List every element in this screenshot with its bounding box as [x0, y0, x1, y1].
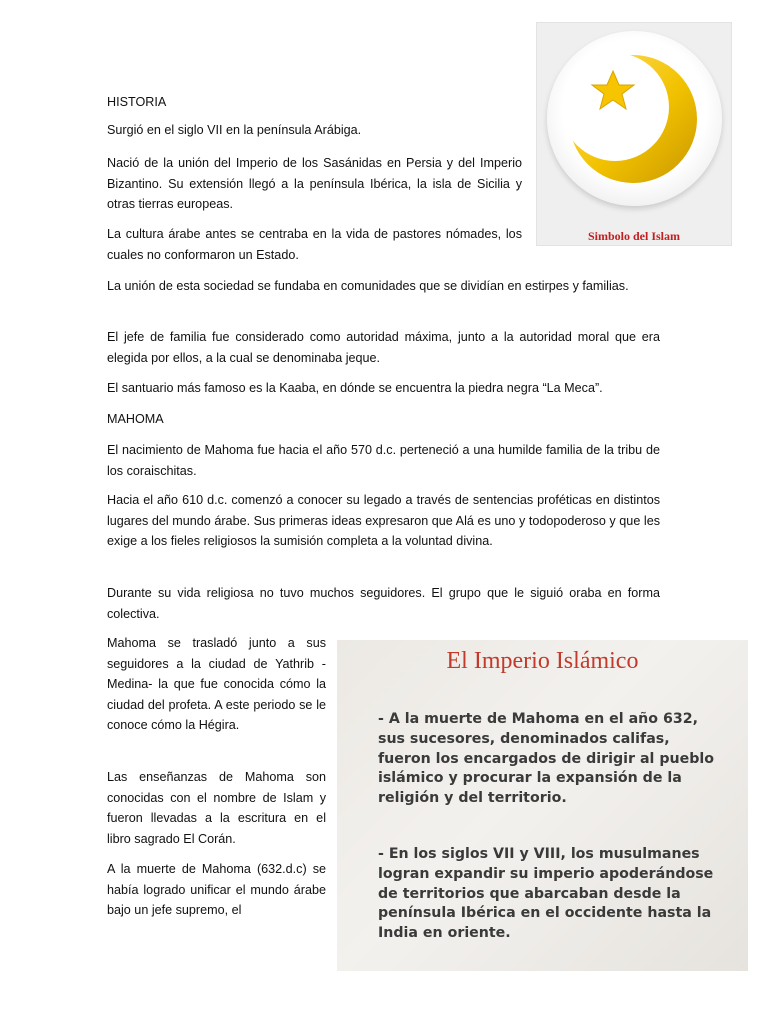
- paragraph: Las enseñanzas de Mahoma son conocidas con el nombre de Islam y fueron llevadas a la escritura en el libro sagrado El Corán.: [107, 770, 326, 846]
- slide-paragraph: - A la muerte de Mahoma en el año 632, sus sucesores, denominados califas, fueron los encargados de dirigir al pueblo islámico y procurar la expansión de la religión y del territorio.: [378, 711, 714, 807]
- paragraph: Durante su vida religiosa no tuvo muchos seguidores. El grupo que le siguió oraba en forma colectiva.: [107, 586, 660, 621]
- imperio-islamico-slide: [337, 640, 748, 971]
- paragraph: La cultura árabe antes se centraba en la vida de pastores nómades, los cuales no conformaron un Estado.: [107, 227, 522, 262]
- slide-paragraph: - En los siglos VII y VIII, los musulmanes logran expandir su imperio apoderándose de territorios que abarcaban desde la península Ibérica en el occidente hasta la India en oriente.: [378, 846, 714, 942]
- paragraph: Nació de la unión del Imperio de los Sasánidas en Persia y del Imperio Bizantino. Su extensión llegó a la península Ibérica, la isla de Sicilia y otras tierras europeas.: [107, 156, 522, 211]
- slide-title: El Imperio Islámico: [446, 648, 639, 674]
- paragraph: Surgió en el siglo VII en la península Arábiga.: [107, 123, 362, 137]
- crescent-star-icon: [537, 23, 733, 223]
- heading-mahoma: MAHOMA: [107, 412, 164, 426]
- figure-caption: Simbolo del Islam: [587, 229, 680, 243]
- paragraph: A la muerte de Mahoma (632.d.c) se había logrado unificar el mundo árabe bajo un jefe supremo, el: [107, 862, 326, 917]
- heading-historia: HISTORIA: [107, 95, 167, 109]
- crescent-shape: [569, 55, 697, 183]
- paragraph: El nacimiento de Mahoma fue hacia el año 570 d.c. perteneció a una humilde familia de la tribu de los coraischitas.: [107, 443, 660, 478]
- paragraph: Hacia el año 610 d.c. comenzó a conocer su legado a través de sentencias proféticas en distintos lugares del mundo árabe. Sus primeras ideas expresaron que Alá es uno y todopoderoso y que les exige a los fieles religiosos la sumisión completa a la voluntad divina.: [107, 493, 660, 548]
- paragraph: El jefe de familia fue considerado como autoridad máxima, junto a la autoridad moral que era elegida por ellos, a la cual se denominaba jeque.: [107, 330, 660, 365]
- paragraph: El santuario más famoso es la Kaaba, en dónde se encuentra la piedra negra “La Meca”.: [107, 381, 603, 395]
- islam-symbol-figure: [536, 22, 732, 246]
- paragraph: Mahoma se trasladó junto a sus seguidores a la ciudad de Yathrib - Medina- la que fue conocida cómo la ciudad del profeta. A este periodo se le conoce cómo la Hégira.: [107, 636, 326, 732]
- paragraph: La unión de esta sociedad se fundaba en comunidades que se dividían en estirpes y familias.: [107, 279, 629, 293]
